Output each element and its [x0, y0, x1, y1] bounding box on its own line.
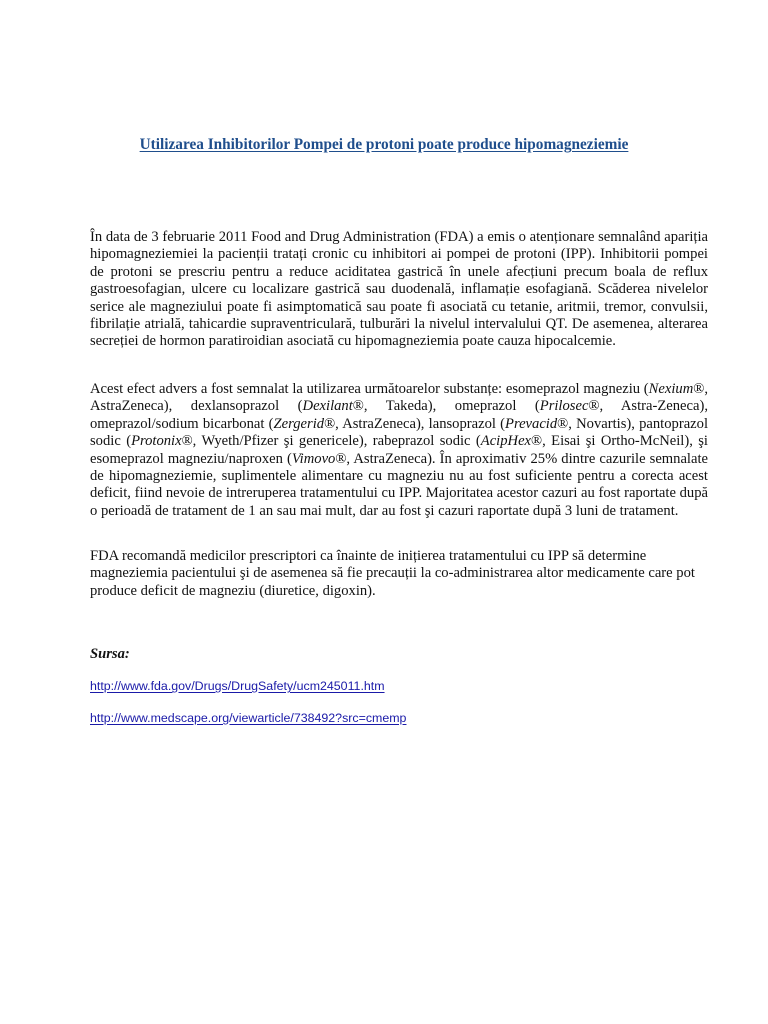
- source-link-fda[interactable]: http://www.fda.gov/Drugs/DrugSafety/ucm245011.htm: [90, 679, 385, 693]
- brand-name: Protonix: [131, 433, 182, 450]
- brand-name: Vimovo: [291, 450, 336, 467]
- text-segment: ®, AstraZeneca), dexlansoprazol (: [90, 381, 708, 415]
- paragraph-substances: [90, 381, 708, 520]
- text-segment: Acest efect advers a fost semnalat la utilizarea următoarelor substanțe: esomeprazol magneziu (: [90, 381, 649, 397]
- brand-name: Prilosec: [539, 398, 589, 415]
- document-title: Utilizarea Inhibitorilor Pompei de protoni poate produce hipomagneziemie: [139, 136, 629, 153]
- text-segment: ®, Eisai şi Ortho-McNeil), şi esomeprazol magneziu/naproxen (: [90, 433, 708, 467]
- text-segment: ®, Astra-Zeneca), omeprazol/sodium bicarbonat (: [90, 398, 708, 432]
- brand-name: Nexium: [648, 381, 694, 397]
- source-link-medscape[interactable]: http://www.medscape.org/viewarticle/738492?src=cmemp: [90, 711, 407, 725]
- sources-label: Sursa:: [90, 646, 130, 662]
- text-segment: ®, AstraZeneca). În aproximativ 25% dintre cazurile semnalate de hipomagneziemie, suplimentele alimentare cu magneziu nu au fost suficiente pentru a corecta acest deficit, fiind nevoie de intreruperea tratamentului cu IPP. Majoritatea acestor cazuri au fost raportate după o perioadă de tratament de 1 an sau mai mult, dar au fost şi cazuri raportate după 3 luni de tratament.: [90, 450, 708, 519]
- text-segment: ®, AstraZeneca), lansoprazol (: [324, 415, 506, 432]
- text-segment: ®, Wyeth/Pfizer şi genericele), rabeprazol sodic (: [181, 433, 481, 450]
- paragraph-recommendation: FDA recomandă medicilor prescriptori ca înainte de inițierea tratamentului cu IPP să determine magneziemia pacientului şi de asemenea să fie precauții la co-administrarea altor medicamente care pot produce deficit de magneziu (diuretice, digoxin).: [90, 548, 695, 599]
- brand-name: AcipHex: [480, 433, 532, 450]
- paragraph-fda-warning: În data de 3 februarie 2011 Food and Drug Administration (FDA) a emis o atenționare semnalând apariția hipomagneziemiei la pacienții tratați cronic cu inhibitori ai pompei de protoni (IPP). Inhibitorii pompei de protoni se prescriu pentru a reduce aciditatea gastrică în unele afecțiuni precum boala de reflux gastroesofagian, ulcere cu localizare gastrică sau duodenală, inflamație esofagiană. Scăderea nivelelor serice ale magneziului poate fi asimptomatică sau poate fi asociată cu tetanie, aritmii, tremor, convulsii, fibrilație atrială, tahicardie supraventriculară, tulburări la nivelul intervalului QT. De asemenea, alterarea secreției de hormon paratiroidian asociată cu hipomagneziemia poate cauza hipocalcemie.: [90, 229, 708, 350]
- brand-name: Zergerid: [273, 415, 325, 432]
- text-segment: ®, Novartis), pantoprazol sodic (: [90, 415, 709, 450]
- text-segment: ®, Takeda), omeprazol (: [352, 398, 540, 415]
- brand-name: Prevacid: [505, 415, 558, 432]
- brand-name: Dexilant: [302, 398, 353, 415]
